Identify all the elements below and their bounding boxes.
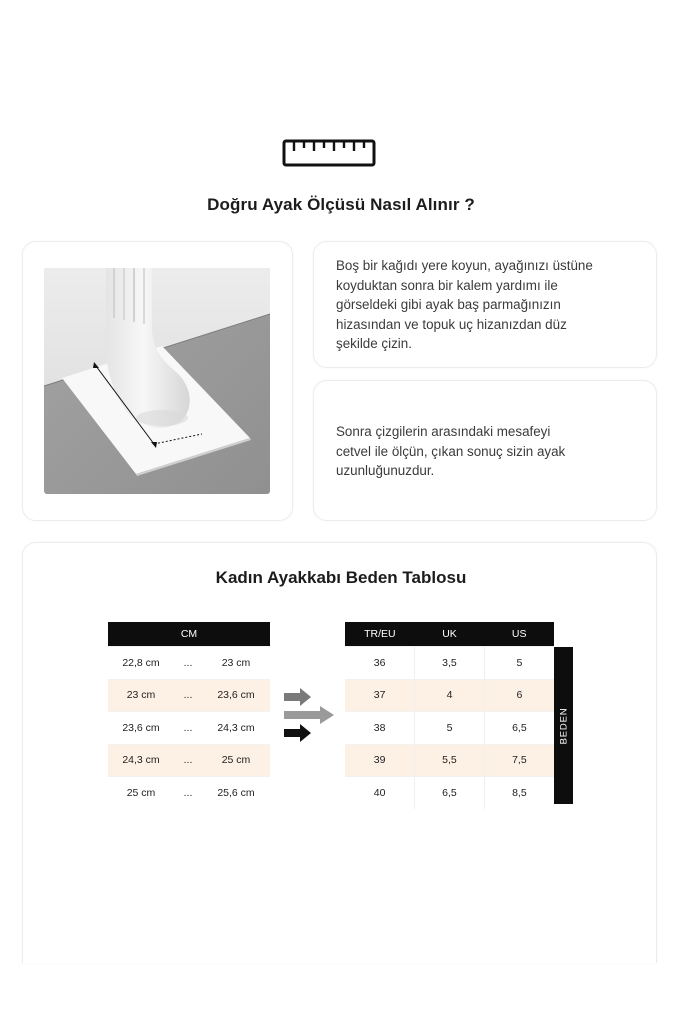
table-row: 22,8 cm ... 23 cm xyxy=(108,647,270,680)
cm-header: CM xyxy=(108,622,270,647)
table-row: 24,3 cm ... 25 cm xyxy=(108,744,270,777)
page-title: Doğru Ayak Ölçüsü Nasıl Alınır ? xyxy=(207,195,475,214)
table-row: 23,6 cm ... 24,3 cm xyxy=(108,712,270,745)
table-row: 36 3,5 5 xyxy=(345,647,554,680)
beden-side-label xyxy=(554,647,573,804)
instruction-card-1 xyxy=(313,241,657,368)
table-row: 40 6,5 8,5 xyxy=(345,777,554,809)
size-chart-title: Kadın Ayakkabı Beden Tablosu xyxy=(215,568,467,587)
foot-photo-card xyxy=(22,241,293,521)
instruction-text-2: Sonra çizgilerin arasındaki mesafeyi cetvel ile ölçün, çıkan sonuç sizin ayak uzunluğunuzdur. xyxy=(336,424,566,478)
instruction-text-1: Boş bir kağıdı yere koyun, ayağınızı üstüne koyduktan sonra bir kalem yardımı ile görseldeki gibi ayak baş parmağınızın hizasından ve topuk uç hizanızdan düz şekilde çizin. xyxy=(336,258,593,351)
table-row: 39 5,5 7,5 xyxy=(345,744,554,777)
instruction-card-2 xyxy=(313,380,657,521)
table-row: 38 5 6,5 xyxy=(345,712,554,745)
cm-range-table xyxy=(108,622,270,809)
table-row: 37 4 6 xyxy=(345,679,554,712)
size-conversion-table xyxy=(345,622,554,809)
table-row: 25 cm ... 25,6 cm xyxy=(108,777,270,809)
foot-measure-photo xyxy=(44,268,270,494)
beden-label-text: BEDEN xyxy=(558,707,569,744)
column-header-uk: UK xyxy=(415,622,485,647)
column-header-tr-eu: TR/EU xyxy=(345,622,415,647)
arrow-right-icon xyxy=(282,688,338,744)
ruler-icon xyxy=(282,139,376,167)
table-row: 23 cm ... 23,6 cm xyxy=(108,679,270,712)
column-header-us: US xyxy=(484,622,554,647)
